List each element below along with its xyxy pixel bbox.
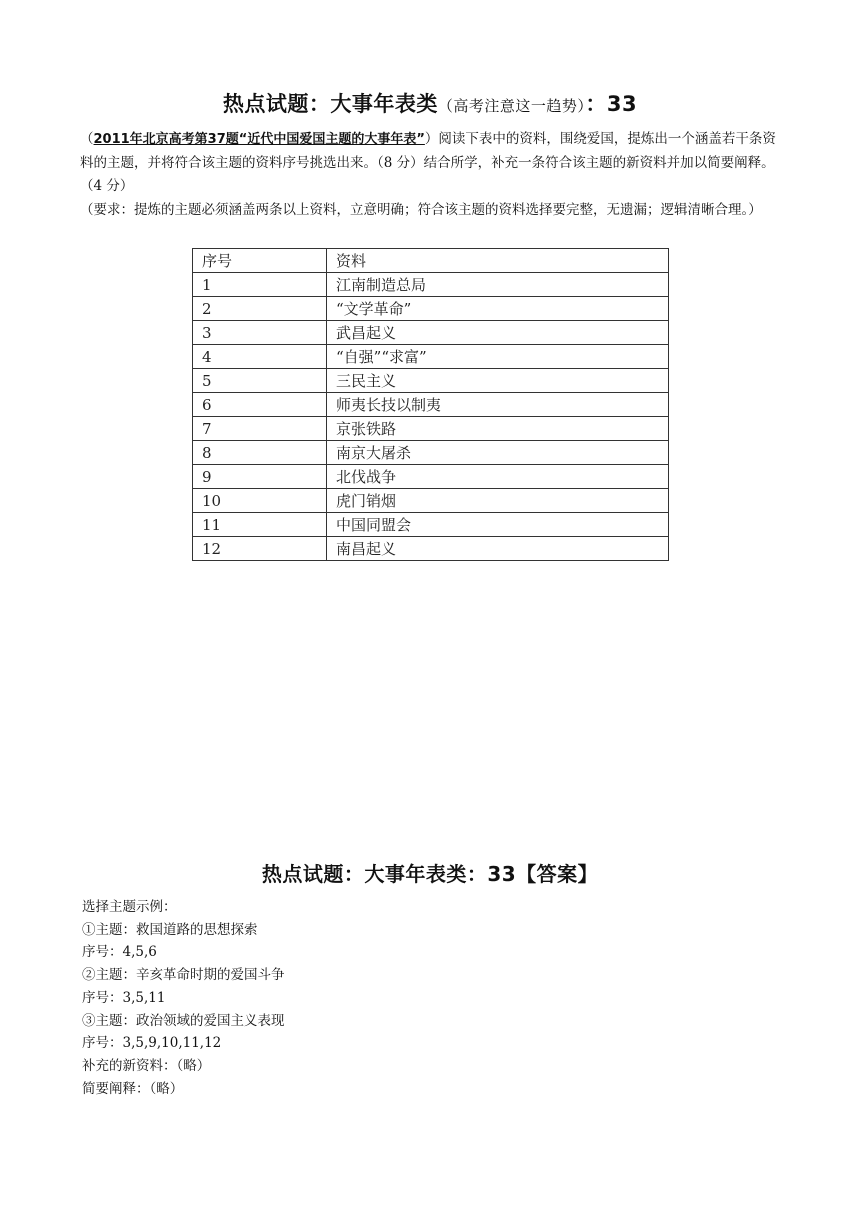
row-number: 12 bbox=[193, 537, 327, 561]
row-number: 7 bbox=[193, 417, 327, 441]
row-material: 南昌起义 bbox=[327, 537, 669, 561]
row-number: 6 bbox=[193, 393, 327, 417]
row-material: 京张铁路 bbox=[327, 417, 669, 441]
answer-line: ③主题：政治领域的爱国主义表现 bbox=[82, 1012, 285, 1029]
row-number: 11 bbox=[193, 513, 327, 537]
source-open-paren: （ bbox=[80, 131, 94, 147]
table-row bbox=[193, 345, 669, 369]
question-title-number: ：33 bbox=[585, 92, 638, 116]
answer-line: ②主题：辛亥革命时期的爱国斗争 bbox=[82, 967, 285, 984]
row-material: 虎门销烟 bbox=[327, 489, 669, 513]
row-material: 师夷长技以制夷 bbox=[327, 393, 669, 417]
row-number: 5 bbox=[193, 369, 327, 393]
question-text: ）阅读下表中的资料，围绕爱国，提炼出一个涵盖若干条资料的主题，并将符合该主题的资料序号挑选出来。（8 分）结合所学，补充一条符合该主题的新资料并加以简要阐释。（4 分） bbox=[80, 131, 776, 194]
question-source: 2011年北京高考第37题“近代中国爱国主题的大事年表” bbox=[93, 132, 425, 147]
answer-line: ①主题：救国道路的思想探索 bbox=[82, 921, 258, 938]
row-material: 武昌起义 bbox=[327, 321, 669, 345]
table-row bbox=[193, 321, 669, 345]
question-body bbox=[80, 128, 780, 222]
answer-line: 简要阐释：（略） bbox=[82, 1080, 184, 1097]
row-material: “自强”“求富” bbox=[327, 345, 669, 369]
row-number: 8 bbox=[193, 441, 327, 465]
answer-line: 补充的新资料：（略） bbox=[82, 1057, 211, 1074]
answer-title: 热点试题：大事年表类：33【答案】 bbox=[261, 862, 599, 886]
table-row bbox=[193, 273, 669, 297]
row-material: “文学革命” bbox=[327, 297, 669, 321]
row-number: 4 bbox=[193, 345, 327, 369]
answer-line: 序号：4,5,6 bbox=[82, 944, 157, 961]
answer-body bbox=[82, 896, 762, 1100]
table-row bbox=[193, 369, 669, 393]
question-title-note: （高考注意这一趋势） bbox=[437, 97, 586, 115]
question-title-main: 热点试题：大事年表类 bbox=[222, 92, 438, 116]
table-row bbox=[193, 393, 669, 417]
row-number: 3 bbox=[193, 321, 327, 345]
question-requirements: （要求：提炼的主题必须涵盖两条以上资料，立意明确；符合该主题的资料选择要完整，无遗漏；逻辑清晰合理。） bbox=[80, 201, 762, 218]
table-row bbox=[193, 297, 669, 321]
material-table bbox=[192, 248, 669, 561]
table-row bbox=[193, 417, 669, 441]
row-number: 2 bbox=[193, 297, 327, 321]
row-number: 10 bbox=[193, 489, 327, 513]
question-title bbox=[0, 88, 860, 118]
row-number: 1 bbox=[193, 273, 327, 297]
answer-line: 序号：3,5,11 bbox=[82, 989, 166, 1006]
table-row bbox=[193, 537, 669, 561]
table-header-row bbox=[193, 249, 669, 273]
table-row bbox=[193, 441, 669, 465]
row-material: 南京大屠杀 bbox=[327, 441, 669, 465]
row-material: 北伐战争 bbox=[327, 465, 669, 489]
question-paragraph bbox=[80, 128, 780, 199]
table-header-material: 资料 bbox=[327, 249, 669, 273]
row-material: 三民主义 bbox=[327, 369, 669, 393]
row-material: 江南制造总局 bbox=[327, 273, 669, 297]
answer-line: 选择主题示例： bbox=[82, 899, 177, 915]
table-row bbox=[193, 513, 669, 537]
table-row bbox=[193, 465, 669, 489]
answer-line: 序号：3,5,9,10,11,12 bbox=[82, 1035, 222, 1052]
row-material: 中国同盟会 bbox=[327, 513, 669, 537]
row-number: 9 bbox=[193, 465, 327, 489]
table-header-number: 序号 bbox=[193, 249, 327, 273]
table-row bbox=[193, 489, 669, 513]
